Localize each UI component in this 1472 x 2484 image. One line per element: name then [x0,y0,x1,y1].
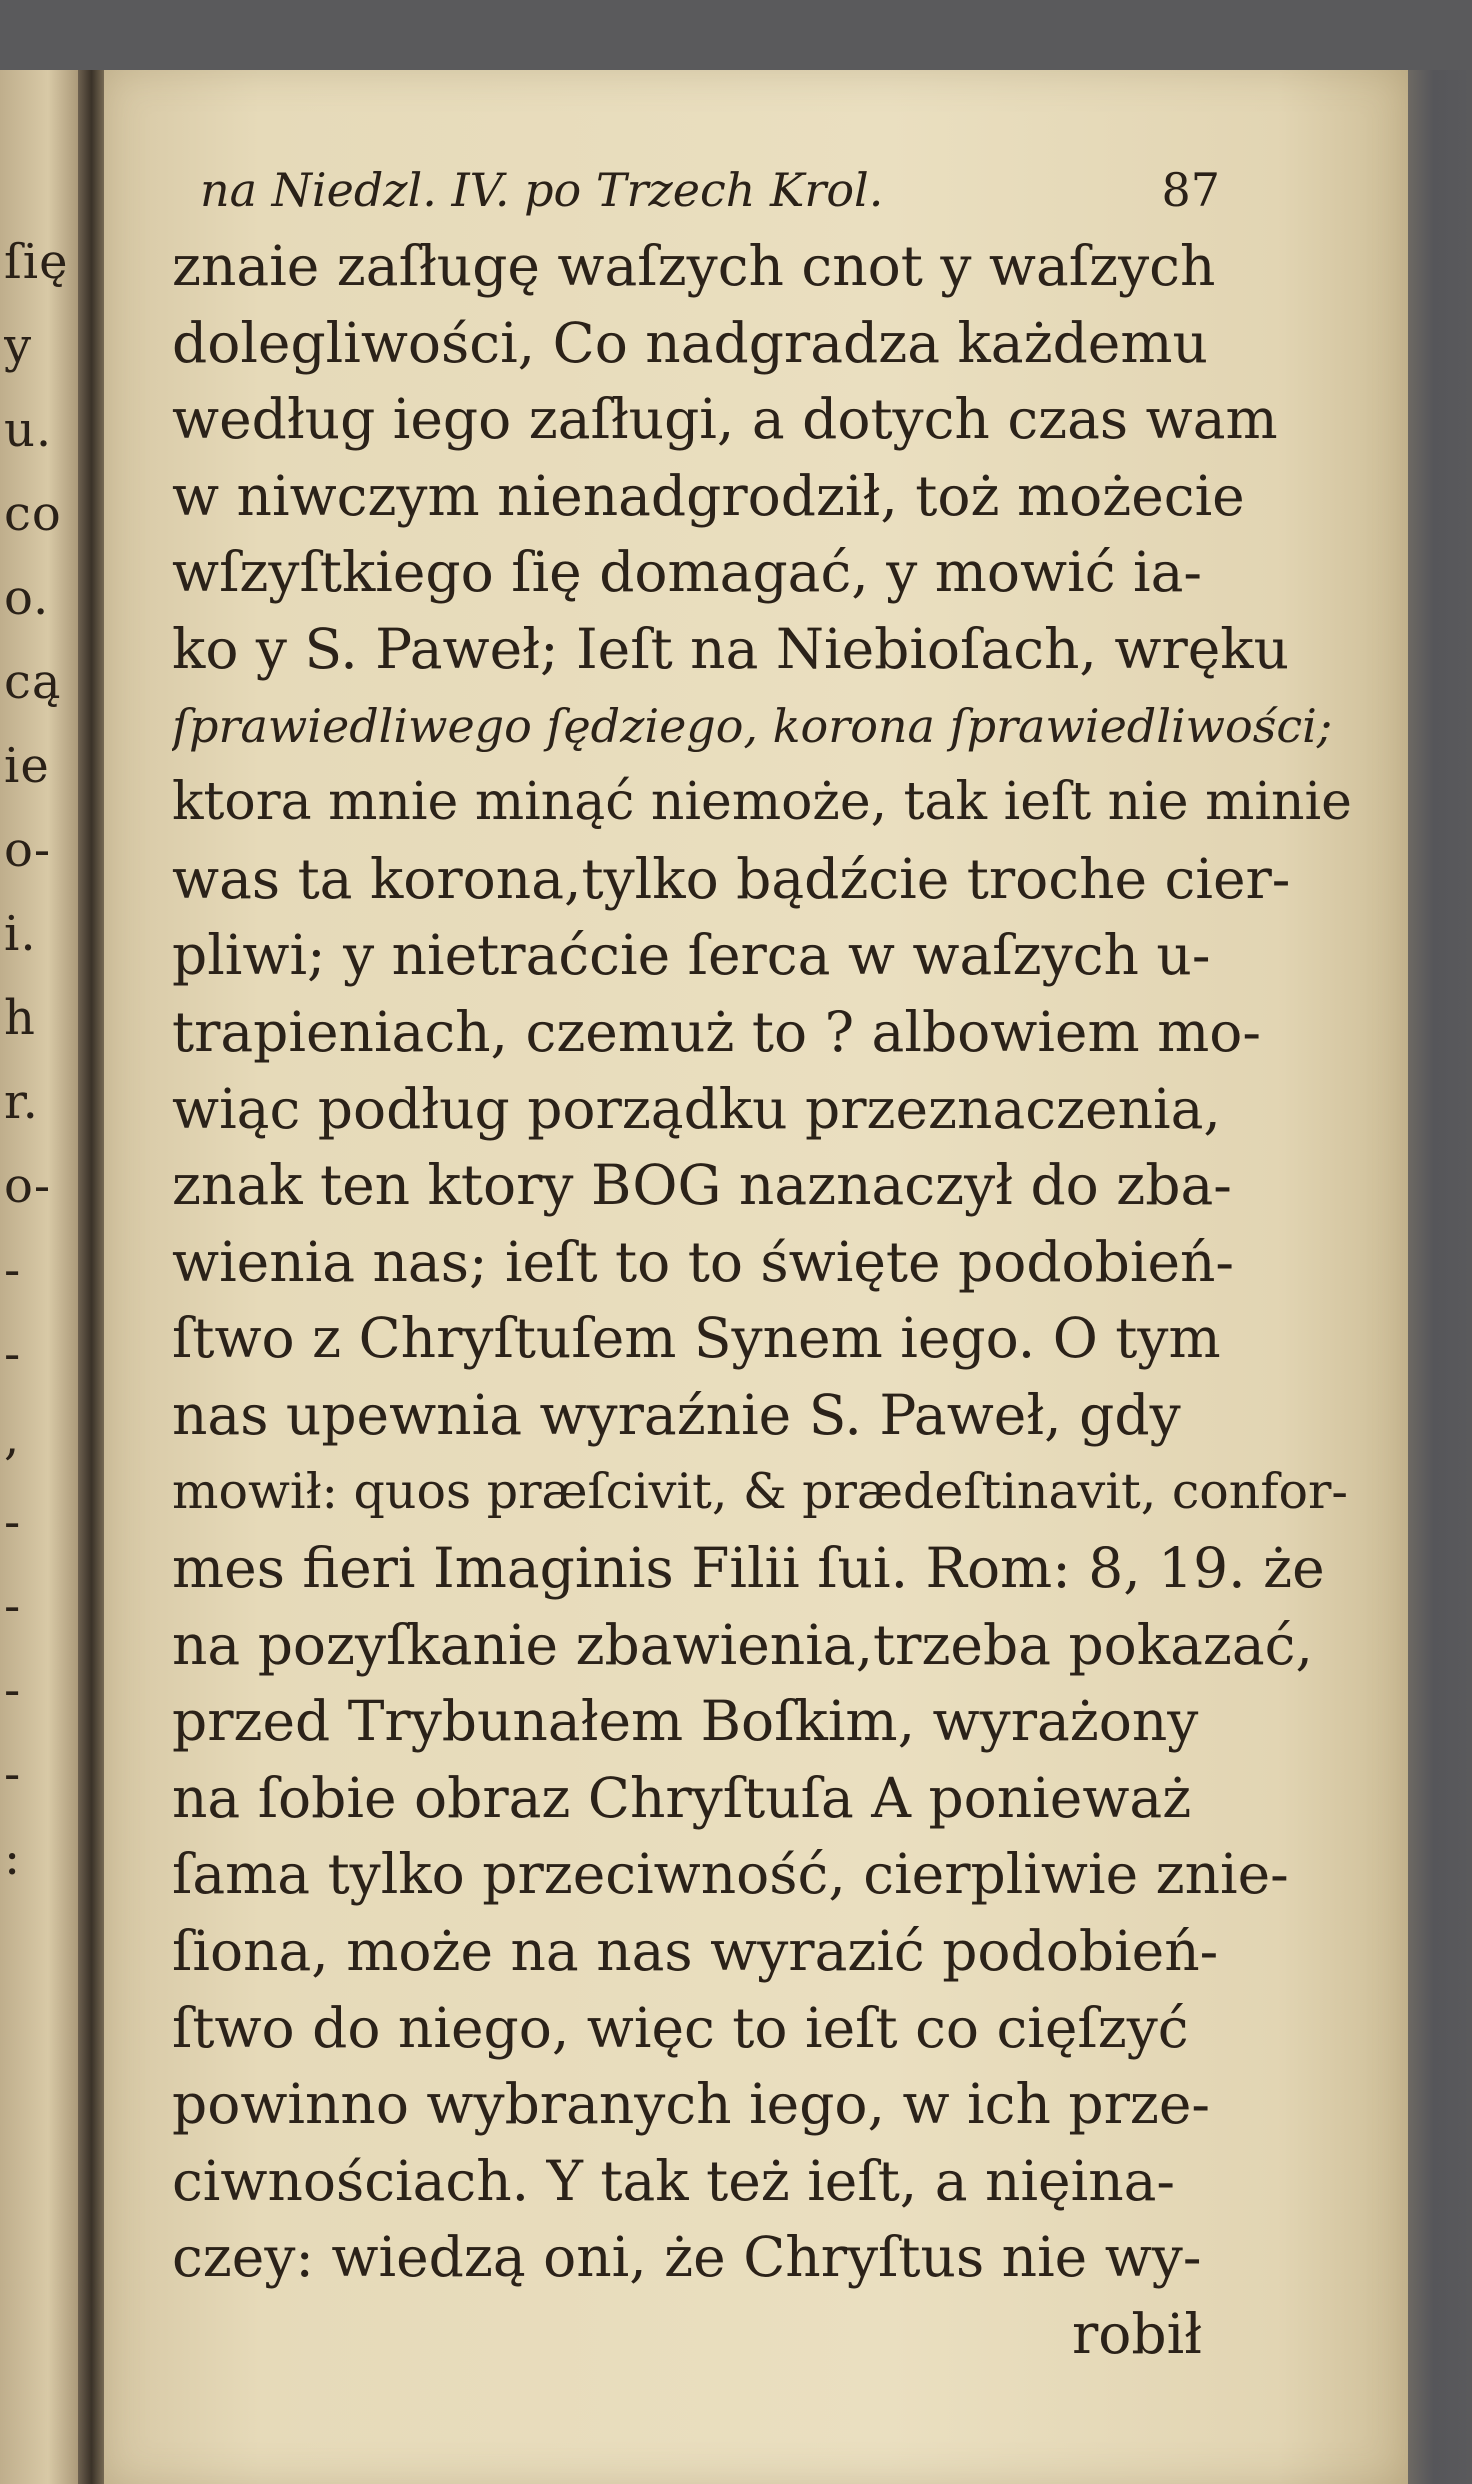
body-text [172,228,1352,2373]
text-line: pliwi; y nietraćcie ſerca w waſzych u- [172,923,1211,988]
left-page-fragment: cą [4,654,62,710]
text-line: na ſobie obraz Chryſtuſa A ponieważ [172,1765,1192,1830]
left-page-fragment: u. [4,402,53,458]
text-line: wiąc podług porządku przeznaczenia, [172,1076,1221,1141]
text-line: was ta korona,tylko bądźcie troche cier- [172,846,1291,911]
left-page-fragment: o. [4,570,50,626]
left-page-fragment: : [4,1830,22,1886]
text-line: nas upewnia wyraźnie S. Paweł, gdy [172,1382,1181,1447]
text-line: ſtwo do niego, więc to ieſt co cięſzyć [172,1995,1189,2060]
text-line: ſama tylko przeciwność, cierpliwie znie- [172,1842,1289,1907]
left-page-fragment: - [4,1242,22,1298]
text-line: powinno wybranych iego, w ich prze- [172,2072,1210,2137]
text-line: ko y S. Paweł; Ieſt na Niebioſach, wręku [172,616,1290,681]
text-line: według iego zaſługi, a dotych czas wam [172,387,1278,452]
text-line: trapieniach, czemuż to ? albowiem mo- [172,999,1261,1064]
running-header [200,150,1220,230]
left-page-fragment: r. [4,1074,39,1130]
text-line: ſtwo z Chryſtuſem Synem iego. O tym [172,1306,1221,1371]
left-page-fragment: - [4,1746,22,1802]
text-line: znaie zaſługę waſzych cnot y waſzych [172,234,1216,298]
text-line: ciwnościach. Y tak też ieſt, a nięina- [172,2148,1175,2213]
catchword: robił [1071,2302,1202,2367]
text-line: w niwczym nienadgrodził, toż możecie [172,463,1245,528]
text-line: znak ten ktory BOG naznaczył do zba- [172,1153,1232,1218]
left-page-fragment: y [4,318,33,374]
text-line: mowił: quos præſcivit, & prædeſtinavit, confor- [172,1462,1348,1520]
page-edge-background [1408,70,1472,2484]
text-line: ktora mnie minąć niemoże, tak ieſt nie minie [172,772,1352,833]
left-page-fragment: o- [4,1158,52,1214]
left-page-fragment: - [4,1326,22,1382]
left-page-fragment: - [4,1494,22,1550]
text-line: mes fieri Imaginis Filii ſui. Rom: 8, 19. że [172,1536,1325,1601]
text-line: ſprawiedliwego ſędziego, korona ſprawiedliwości; [172,698,1333,753]
running-title: na Niedzl. IV. po Trzech Krol. [200,163,884,217]
text-line: wſzyſtkiego ſię domagać, y mowić ia- [172,540,1202,605]
left-page-fragment: co [4,486,62,542]
left-page-edge [0,70,80,2484]
text-line: na pozyſkanie zbawienia,trzeba pokazać, [172,1612,1313,1677]
left-page-fragment: - [4,1662,22,1718]
left-page-fragment: o- [4,822,52,878]
text-line: dolegliwości, Co nadgradza każdemu [172,310,1208,375]
text-line: czey: wiedzą oni, że Chryſtus nie wy- [172,2225,1202,2290]
left-page-fragment: - [4,1578,22,1634]
left-page-fragment: ie [4,738,50,794]
page-number: 87 [1161,163,1220,217]
left-page-fragment: , [4,1410,21,1466]
text-line: wienia nas; ieſt to to święte podobień- [172,1229,1234,1294]
left-page-fragment: i. [4,906,37,962]
text-line: ſiona, może na nas wyrazić podobień- [172,1919,1219,1984]
left-page-fragment: h [4,990,36,1046]
left-page-fragment: ſię [4,234,69,290]
text-line: przed Trybunałem Boſkim, wyrażony [172,1689,1199,1754]
